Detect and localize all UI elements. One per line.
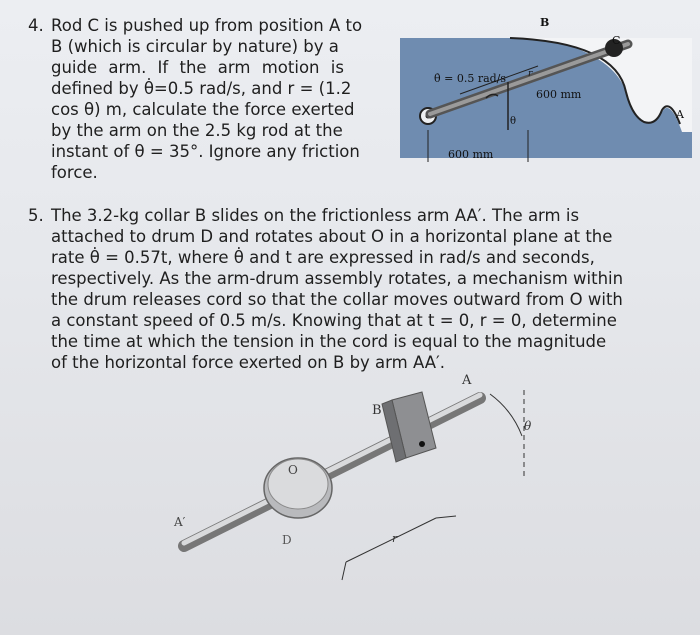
label-600mm-right: 600 mm [536,88,582,101]
collar-b [382,392,436,462]
problem-5-figure [160,370,560,632]
problem-5-line-5: the drum releases cord so that the collar moves outward from O with [51,290,623,309]
label-d: D [282,533,292,547]
label-a-prime: A′ [174,515,186,529]
problem-5-line-1: The 3.2-kg collar B slides on the frictionless arm AA′. The arm is [51,206,580,225]
problem-4-number: 4. [28,16,44,35]
problem-4-line-4: defined by θ̇=0.5 rad/s, and r = (1.2 [51,79,352,98]
drum-top [268,459,328,509]
problem-5-line-2: attached to drum D and rotates about O in a horizontal plane at the [51,227,613,246]
theta-arc [490,394,522,436]
problem-4-line-1: Rod C is pushed up from position A to [51,16,363,35]
problem-5-line-3: rate θ̇ = 0.57t, where θ̇ and t are expressed in rad/s and seconds, [51,248,595,267]
label-a: A [676,108,684,121]
r-dim-right-tick [436,516,456,518]
label-b: B [372,403,382,418]
problem-4-line-7: instant of θ = 35°. Ignore any friction [51,142,360,161]
problem-5-line-8: of the horizontal force exerted on B by arm AA′. [51,353,445,372]
r-dimension-line [346,518,436,562]
label-c: C [612,34,621,47]
problem-4-line-5: cos θ) m, calculate the force exerted [51,100,355,119]
label-r: r [392,532,398,545]
problem-5-line-4: respectively. As the arm-drum assembly rotates, a mechanism within [51,269,624,288]
collar-dot-icon [419,441,425,447]
problem-5-line-7: the time at which the tension in the cord is equal to the magnitude [51,332,607,351]
label-r: r [528,69,533,79]
label-theta: θ [524,419,532,433]
label-b: B [540,16,550,29]
r-dim-left-tick [342,562,346,580]
problem-4-line-6: by the arm on the 2.5 kg rod at the [51,121,343,140]
problem-5-number: 5. [28,206,44,225]
label-a: A [462,373,472,388]
problem-4-line-2: B (which is circular by nature) by a [51,37,339,56]
label-o: O [288,463,298,477]
arm-aa-prime [184,398,480,546]
problem-5-line-6: a constant speed of 0.5 m/s. Knowing that at t = 0, r = 0, determine [51,311,617,330]
label-theta: θ [510,116,517,127]
problem-4-figure [400,12,692,184]
problem-4-line-8: force. [51,163,98,182]
arm-highlight [184,395,480,543]
problem-4-line-3: guide arm. If the arm motion is [51,58,344,77]
label-rate: θ̇ = 0.5 rad/s [434,72,507,85]
label-600mm-bottom: 600 mm [448,148,494,161]
